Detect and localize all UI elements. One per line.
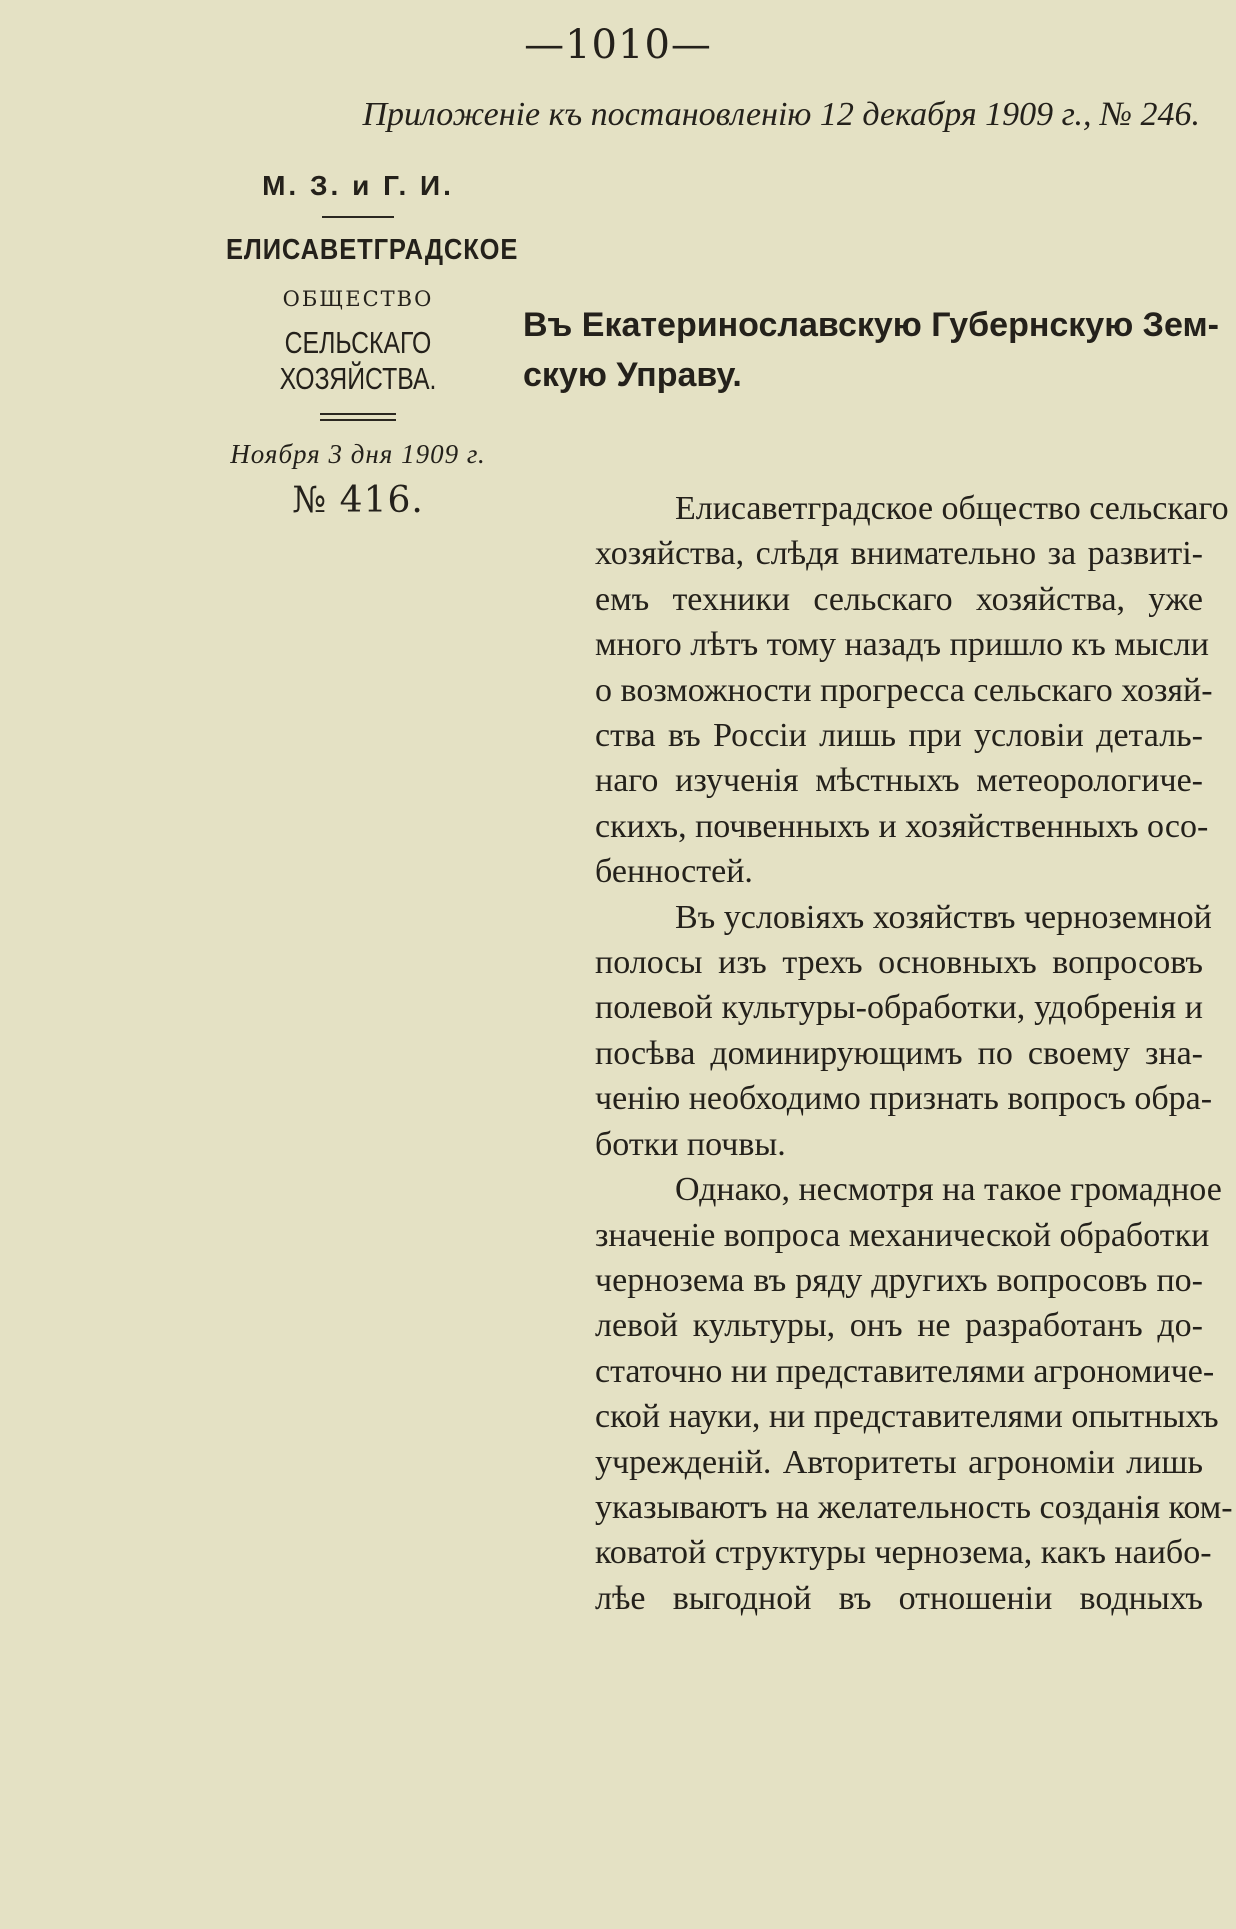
document-number: № 416. <box>292 480 424 521</box>
text-line: о возможности прогресса сельскаго хозяй- <box>595 671 1213 709</box>
text-line: полевой культуры-обработки, удобренiя и <box>595 989 1203 1027</box>
text-line: скихъ, почвенныхъ и хозяйственныхъ осо- <box>595 807 1209 845</box>
appendix-reference: Приложеніе къ постановленію 12 декабря 1909 г., № 246. <box>362 96 1200 133</box>
text-line: Въ условiяхъ хозяйствъ черноземной <box>675 898 1212 936</box>
text-line: Однако, несмотря на такое громадное <box>675 1171 1222 1209</box>
text-line: левой культуры, онъ не разработанъ до- <box>595 1307 1203 1345</box>
text-line: хозяйства, слѣдя внимательно за развитi- <box>595 535 1203 573</box>
text-line: бенностей. <box>595 853 753 891</box>
paragraph <box>515 1167 1233 1621</box>
text-line: чернозема въ ряду другихъ вопросовъ по- <box>595 1261 1203 1299</box>
text-line: лѣе выгодной въ отношенiи водныхъ <box>595 1579 1203 1617</box>
divider <box>322 216 394 218</box>
text-line: значенiе вопроса механической обработки <box>595 1216 1210 1254</box>
double-divider <box>320 413 396 421</box>
letter-body <box>515 486 1233 1621</box>
text-line: учрежденiй. Авторитеты агрономiи лишь <box>595 1443 1203 1481</box>
text-line: наго изученiя мѣстныхъ метеорологиче- <box>595 762 1203 800</box>
text-line: полосы изъ трехъ основныхъ вопросовъ <box>595 944 1203 982</box>
letterhead-sidebar <box>208 170 519 521</box>
society-subtitle: СЕЛЬСКАГО ХОЗЯЙСТВА. <box>279 325 437 396</box>
page-number: —1010— <box>524 22 712 68</box>
text-line: указываютъ на желательность созданiя ком- <box>595 1488 1233 1526</box>
text-line: емъ техники сельскаго хозяйства, уже <box>595 580 1203 618</box>
text-line: посѣва доминирующимъ по своему зна- <box>595 1034 1203 1072</box>
society-name: ЕЛИСАВЕТГРАДСКОЕ <box>226 234 519 266</box>
text-line: ченiю необходимо признать вопросъ обра- <box>595 1080 1213 1118</box>
text-line: Елисаветградское общество сельскаго <box>675 490 1229 527</box>
text-line: много лѣтъ тому назадъ пришло къ мысли <box>595 626 1209 664</box>
society-word: ОБЩЕСТВО <box>282 287 434 311</box>
addressee <box>523 300 1219 400</box>
ministry-abbreviation: М. З. и Г. И. <box>262 170 454 201</box>
paragraph <box>515 486 1229 895</box>
text-line: ботки почвы. <box>595 1125 786 1163</box>
letter-date: Ноября 3 дня 1909 г. <box>230 439 486 469</box>
addressee-line: Въ Екатеринославскую Губернскую Зем- <box>523 306 1219 344</box>
text-line: ской науки, ни представителями опытныхъ <box>595 1398 1219 1436</box>
text-line: коватой структуры чернозема, какъ наибо- <box>595 1534 1212 1572</box>
paragraph <box>515 895 1213 1167</box>
text-line: статочно ни представителями агрономиче- <box>595 1352 1215 1390</box>
addressee-line: скую Управу. <box>523 356 742 394</box>
text-line: ства въ Россiи лишь при условiи деталь- <box>595 717 1203 755</box>
